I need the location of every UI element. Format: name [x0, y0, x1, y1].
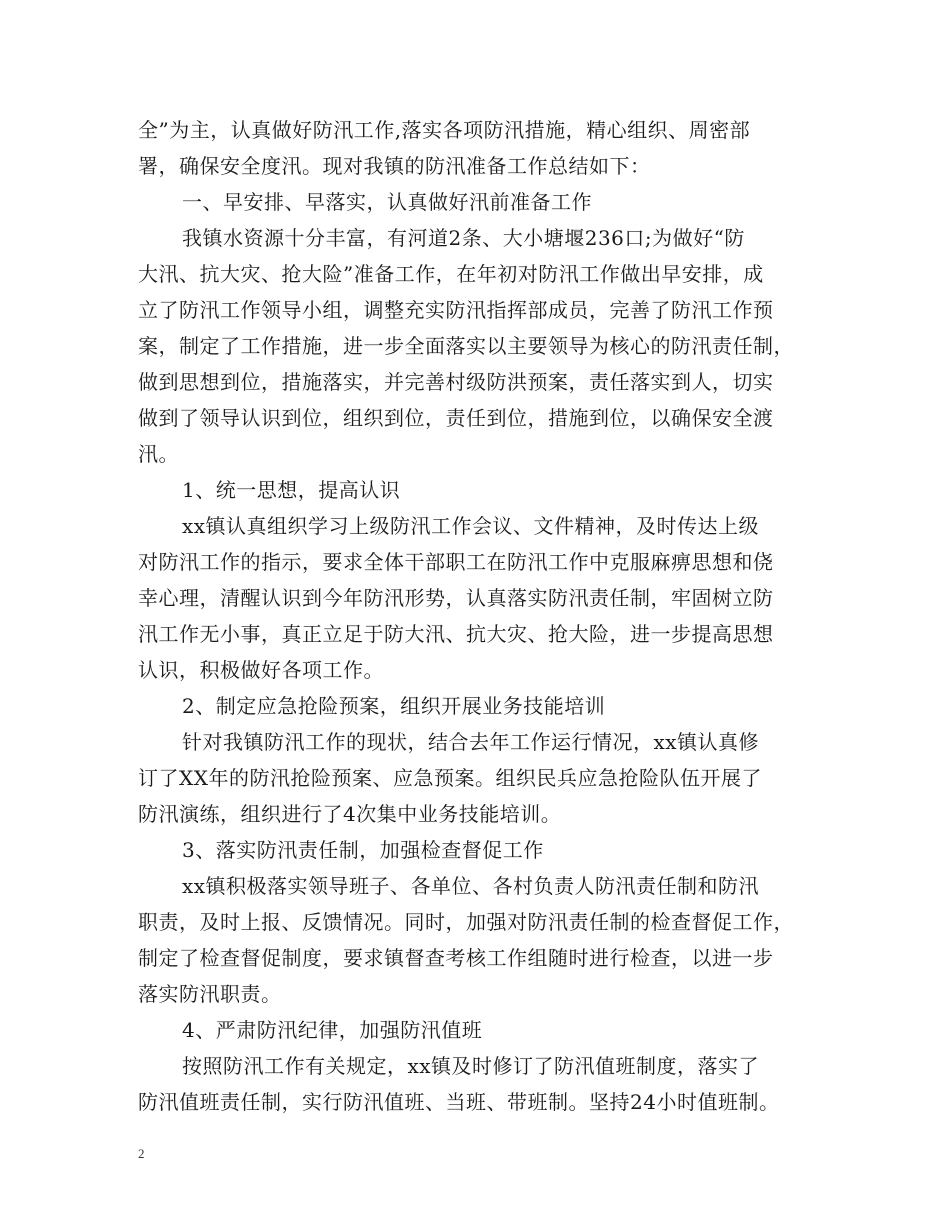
page-number: 2: [138, 1146, 145, 1161]
text-line: 防汛值班责任制，实行防汛值班、当班、带班制。坚持24小时值班制。: [138, 1090, 780, 1114]
text-line: 大汛、抗大灾、抢大险”准备工作，在年初对防汛工作做出早安排，成: [138, 262, 764, 286]
text-line: 1、统一思想，提高认识: [182, 478, 401, 502]
text-line: 署，确保安全度汛。现对我镇的防汛准备工作总结如下：: [138, 154, 651, 178]
text-line: 订了XX年的防汛抢险预案、应急预案。组织民兵应急抢险队伍开展了: [138, 766, 762, 790]
text-line: 汛工作无小事，真正立足于防大汛、抗大灾、抢大险，进一步提高思想: [138, 622, 774, 646]
text-line: 针对我镇防汛工作的现状，结合去年工作运行情况，xx镇认真修: [182, 730, 760, 754]
text-line: 职责，及时上报、反馈情况。同时，加强对防汛责任制的检查督促工作，: [138, 910, 794, 934]
text-line: 2、制定应急抢险预案，组织开展业务技能培训: [182, 694, 606, 718]
text-line: 认识，积极做好各项工作。: [138, 658, 384, 682]
document-body: [138, 112, 828, 1120]
text-line: 汛。: [138, 442, 179, 466]
text-line: 我镇水资源十分丰富，有河道2条、大小塘堰236口;为做好“防: [182, 226, 745, 250]
text-line: 3、落实防汛责任制，加强检查督促工作: [182, 838, 544, 862]
text-line: 做到了领导认识到位，组织到位，责任到位，措施到位，以确保安全渡: [138, 406, 774, 430]
text-line: xx镇积极落实领导班子、各单位、各村负责人防汛责任制和防汛: [182, 874, 760, 898]
text-line: 全”为主，认真做好防汛工作,落实各项防汛措施，精心组织、周密部: [138, 118, 751, 142]
text-line: 落实防汛职责。: [138, 982, 282, 1006]
text-line: 案，制定了工作措施，进一步全面落实以主要领导为核心的防汛责任制，: [138, 334, 794, 358]
text-line: 防汛演练，组织进行了4次集中业务技能培训。: [138, 802, 562, 826]
text-line: xx镇认真组织学习上级防汛工作会议、文件精神，及时传达上级: [182, 514, 760, 538]
text-line: 做到思想到位，措施落实，并完善村级防洪预案，责任落实到人，切实: [138, 370, 774, 394]
text-line: 4、严肃防汛纪律，加强防汛值班: [182, 1018, 483, 1042]
text-line: 幸心理，清醒认识到今年防汛形势，认真落实防汛责任制，牢固树立防: [138, 586, 774, 610]
text-line: 对防汛工作的指示，要求全体干部职工在防汛工作中克服麻痹思想和侥: [138, 550, 774, 574]
text-line: 制定了检查督促制度，要求镇督查考核工作组随时进行检查，以进一步: [138, 946, 774, 970]
text-line: 按照防汛工作有关规定，xx镇及时修订了防汛值班制度，落实了: [182, 1054, 760, 1078]
text-line: 一、早安排、早落实，认真做好汛前准备工作: [182, 190, 592, 214]
text-line: 立了防汛工作领导小组，调整充实防汛指挥部成员，完善了防汛工作预: [138, 298, 774, 322]
